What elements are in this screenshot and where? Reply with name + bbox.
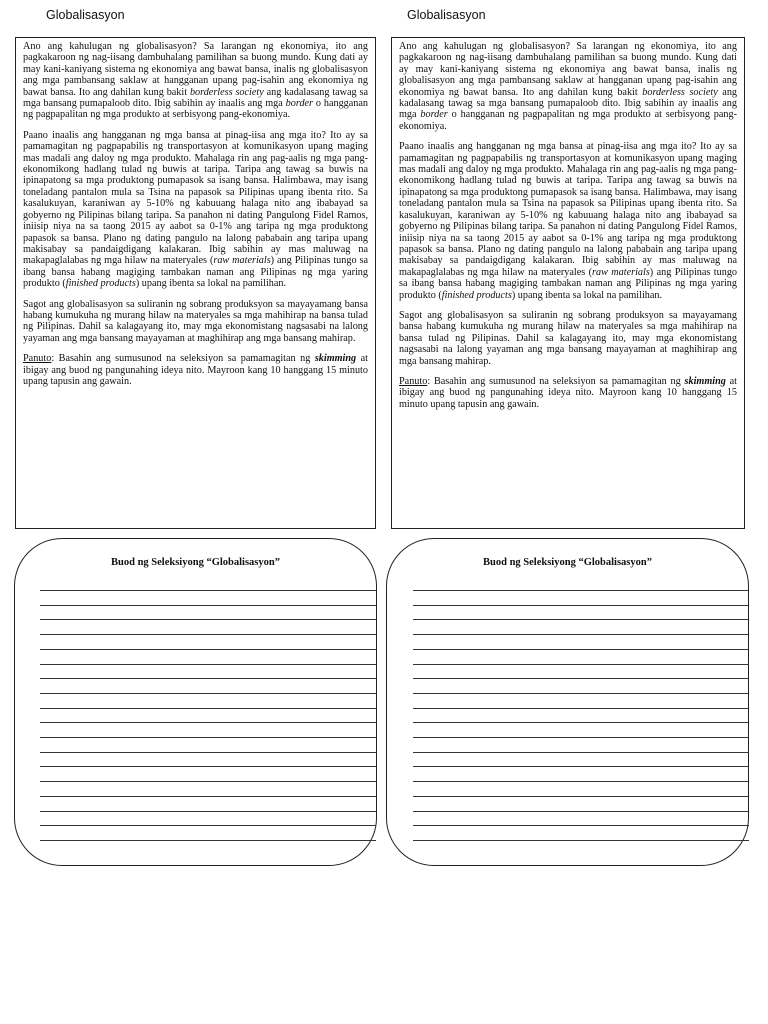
answer-line (40, 590, 376, 591)
left-summary-card (14, 538, 377, 866)
answer-line (40, 693, 376, 694)
answer-line (40, 752, 376, 753)
right-summary-card (386, 538, 749, 866)
paragraph-3: Sagot ang globalisasyon sa suliranin ng sobrang produksyon sa mayayamang bansa habang kumukuha ng murang hilaw na materyales sa mga mahihirap na bansa tulad ng Pilipinas. Dahil sa kalagayang ito, may mga ekonomistang nagsasabi na lalong yayaman ang mga bansang mayayaman at maghihirap ang mga bansang mahirap. (399, 309, 737, 367)
answer-line (40, 781, 376, 782)
answer-line (40, 664, 376, 665)
emphasis: borderless society (189, 86, 264, 98)
instructions-label: Panuto (23, 353, 52, 365)
left-reading-box (15, 37, 376, 529)
answer-line (413, 766, 749, 767)
answer-line (413, 664, 749, 665)
answer-line (413, 796, 749, 797)
answer-line (40, 619, 376, 620)
skimming-term: skimming (314, 353, 357, 365)
emphasis: borderless society (642, 86, 718, 98)
summary-card-title: Buod ng Seleksiyong “Globalisasyon” (111, 557, 280, 568)
answer-line (413, 781, 749, 782)
answer-line (413, 605, 749, 606)
answer-line (40, 766, 376, 767)
answer-line (413, 678, 749, 679)
answer-line (413, 693, 749, 694)
answer-line (40, 722, 376, 723)
answer-line (413, 737, 749, 738)
answer-line (413, 752, 749, 753)
paragraph-1: Ano ang kahulugan ng globalisasyon? Sa larangan ng ekonomiya, ito ang pagkakaroon ng nag-iisang dambuhalang pamilihan sa buong mundo. Kung dati ay may kani-kaniyang sistema ng ekonomiya ang bawat bansa, inalis ng globalisasyon ang mga pambansang saklaw at hangganan upang pag-isahin ang ekonomiya ng bawat bansa. Ito ang dahilan kung bakit borderless society ang kadalasang tawag sa mga bansang pumapaloob dito. Ibig sabihin ay inaalis ang mga border o hangganan ng pagpapalitan ng mga produkto at serbisyong pang-ekonomiya. (23, 41, 369, 121)
right-reading-box (391, 37, 745, 529)
instructions: Panuto: Basahin ang sumusunod na seleksiyon sa pamamagitan ng skimming at ibigay ang buod ng pangunahing ideya nito. Mayroon kang 10 hanggang 15 minuto upang tapusin ang gawain. (23, 353, 368, 387)
instructions-label: Panuto (399, 375, 428, 387)
right-title: Globalisasyon (407, 8, 486, 22)
paragraph-2: Paano inaalis ang hangganan ng mga bansa at pinag-iisa ang mga ito? Ito ay sa pamamagitan ng pagpapabilis ng transportasyon at komunikasyon upang maging mas madali ang daloy ng mga produkto. Mahalaga rin ang pag-aalis ng mga pang-ekonomikong hadlang tulad ng buwis at taripa. Taripa ang tawag sa buwis na ipinapatong sa mga produktong pumapasok sa isang bansa. Halimbawa, may isang toneladang pantalon mula sa Tsina na papasok sa Pilipinas upang ibenta rito. Sa kasalukuyan, karaniwan ay 5-10% ng kabuuang halaga nito ang ibabayad sa gobyerno ng Pilipinas bilang taripa. Sa panahon ni dating Pangulong Fidel Ramos, iniisip niya na sa taong 2015 ay aabot sa 0-1% ang taripa ng mga produktong papasok sa bansa. Plano ng dating pangulo na lalong pababain ang taripa upang makisabay sa pandaigdigang kalakaran. Ibig sabihin ay mas maluwag na makapaglalabas ng mga hilaw na materyales (raw materials) ang Pilipinas tungo sa ibang bansa habang magiging tambakan naman ang Pilipinas ng mga yaring produkto (finished products) upang ibenta sa lokal na pamilihan. (399, 141, 738, 301)
emphasis: finished products (441, 289, 512, 301)
answer-line (40, 840, 376, 841)
answer-line (40, 649, 376, 650)
answer-line (413, 722, 749, 723)
paragraph-2: Paano inaalis ang hangganan ng mga bansa at pinag-iisa ang mga ito? Ito ay sa pamamagitan ng pagpapabilis ng transportasyon at komunikasyon upang maging mas madali ang daloy ng mga produkto. Mahalaga rin ang pag-aalis ng mga pang-ekonomikong hadlang tulad ng buwis at taripa. Taripa ang tawag sa buwis na ipinapatong sa mga produktong pumapasok sa isang bansa. Halimbawa, may isang toneladang pantalon mula sa Tsina na papasok sa Pilipinas upang ibenta rito. Sa kasalukuyan, karaniwan ay 5-10% ng kabuuang halaga nito ang ibabayad sa gobyerno ng Pilipinas bilang taripa. Sa panahon ni dating Pangulong Fidel Ramos, iniisip niya na sa taong 2015 ay aabot sa 0-1% ang taripa ng mga produktong papasok sa bansa. Plano ng dating pangulo na lalong pababain ang taripa upang makisabay sa pandaigdigang kalakaran. Ibig sabihin ay mas maluwag na makapaglalabas ng mga hilaw na materyales (raw materials) ang Pilipinas tungo sa ibang bansa habang magiging tambakan naman ang Pilipinas ng mga yaring produkto (finished products) upang ibenta sa lokal na pamilihan. (23, 129, 368, 290)
emphasis: border (420, 109, 448, 121)
emphasis: raw materials (592, 266, 650, 278)
skimming-term: skimming (684, 375, 726, 387)
answer-line (40, 796, 376, 797)
answer-line (413, 825, 749, 826)
answer-line (40, 825, 376, 826)
answer-line (413, 634, 749, 635)
answer-line (40, 737, 376, 738)
paragraph-1: Ano ang kahulugan ng globalisasyon? Sa larangan ng ekonomiya, ito ang pagkakaroon ng nag-iisang dambuhalang pamilihan sa buong mundo. Kung dati ay may kani-kaniyang sistema ng ekonomiya ang bawat bansa, inalis ng globalisasyon ang mga pambansang saklaw at hangganan upang pag-isahin ang ekonomiya ng bawat bansa. Ito ang dahilan kung bakit borderless society ang kadalasang tawag sa mga bansang pumapaloob dito. Ibig sabihin ay inaalis ang mga border o hangganan ng pagpapalitan ng mga produkto at serbisyong pang-ekonomiya. (399, 41, 738, 132)
emphasis: border (285, 98, 314, 110)
emphasis: raw materials (213, 255, 271, 267)
answer-line (40, 811, 376, 812)
emphasis: finished products (65, 278, 136, 290)
answer-line (40, 634, 376, 635)
answer-line (413, 840, 749, 841)
answer-line (413, 811, 749, 812)
answer-line (413, 708, 749, 709)
summary-card-title: Buod ng Seleksiyong “Globalisasyon” (483, 557, 652, 568)
answer-line (40, 678, 376, 679)
left-title: Globalisasyon (46, 8, 125, 22)
answer-line (40, 605, 376, 606)
answer-line (40, 708, 376, 709)
instructions: Panuto: Basahin ang sumusunod na seleksiyon sa pamamagitan ng skimming at ibigay ang buod ng pangunahing ideya nito. Mayroon kang 10 hanggang 15 minuto upang tapusin ang gawain. (399, 375, 738, 410)
paragraph-3: Sagot ang globalisasyon sa suliranin ng sobrang produksyon sa mayayamang bansa habang kumukuha ng murang hilaw na materyales sa mga mahihirap na bansa tulad ng Pilipinas. Dahil sa kalagayang ito, may mga ekonomistang nagsasabi na lalong yayaman ang mga bansang mayayaman at maghihirap ang mga bansang mahirap. (23, 298, 368, 344)
answer-line (413, 649, 749, 650)
answer-line (413, 590, 749, 591)
answer-line (413, 619, 749, 620)
